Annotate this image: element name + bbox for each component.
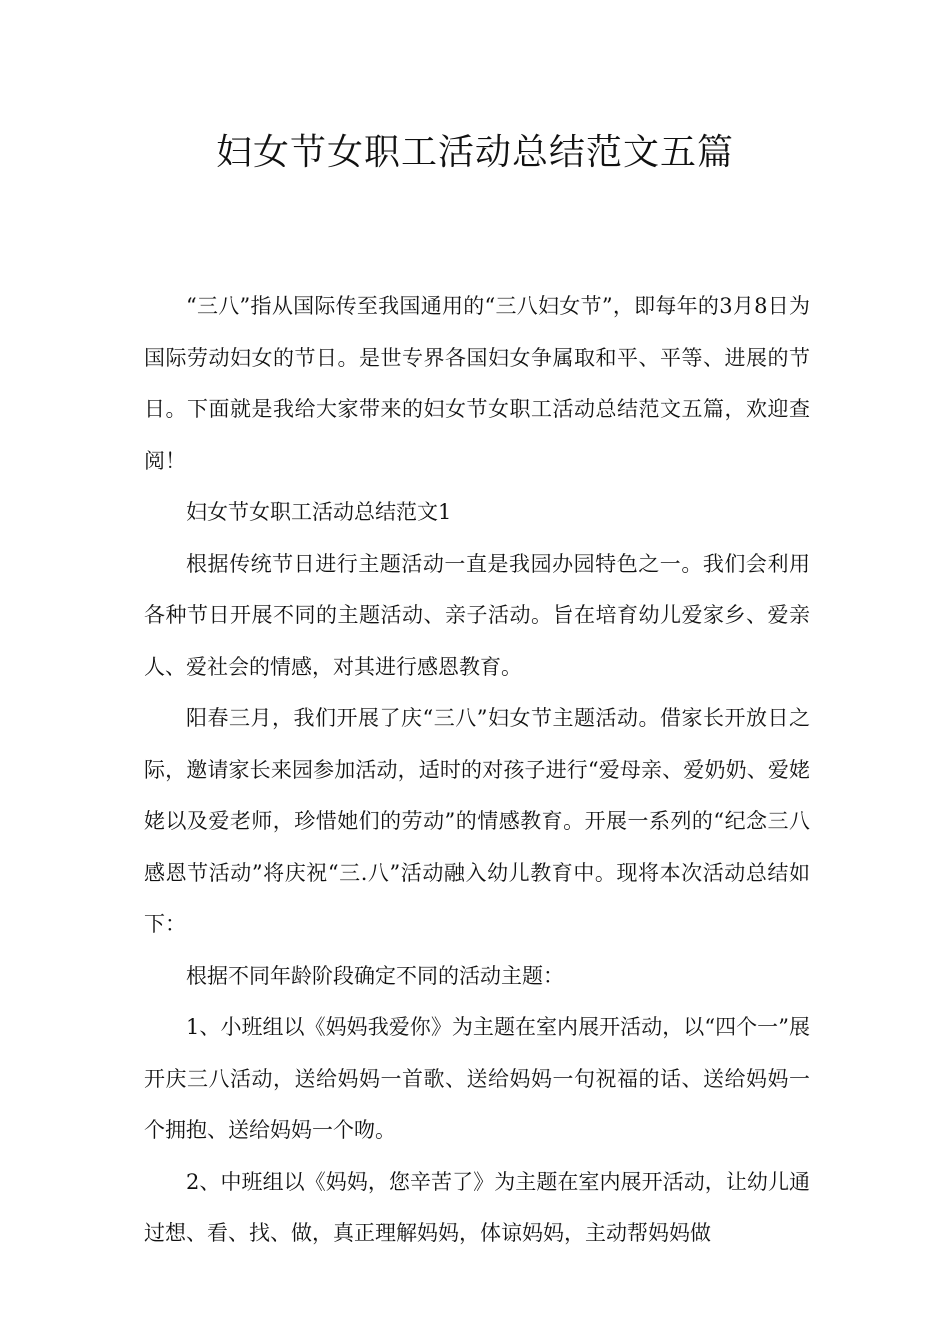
body-paragraph: 根据不同年龄阶段确定不同的活动主题：	[186, 963, 564, 988]
document-title: 妇女节女职工活动总结范文五篇	[215, 132, 734, 173]
section-heading: 妇女节女职工活动总结范文1	[186, 500, 452, 524]
list-item: 2、中班组以《妈妈，您辛苦了》为主题在室内展开活动，让幼儿通过想、看、找、做，真正理解妈妈，体谅妈妈，主动帮妈妈做	[144, 1169, 810, 1245]
intro-paragraph: “三八”指从国际传至我国通用的“三八妇女节”，即每年的3月8日为国际劳动妇女的节日。是世专界各国妇女争属取和平、平等、进展的节日。下面就是我给大家带来的妇女节女职工活动总结范文五篇，欢迎查阅！	[144, 294, 810, 473]
list-item: 1、小班组以《妈妈我爱你》为主题在室内展开活动，以“四个一”展开庆三八活动，送给妈妈一首歌、送给妈妈一句祝福的话、送给妈妈一个拥抱、送给妈妈一个吻。	[144, 1015, 810, 1142]
document-body	[144, 281, 810, 1260]
body-paragraph: 阳春三月，我们开展了庆“三八”妇女节主题活动。借家长开放日之际，邀请家长来园参加活动，适时的对孩子进行“爱母亲、爱奶奶、爱姥姥以及爱老师，珍惜她们的劳动”的情感教育。开展一系列的“纪念三八感恩节活动”将庆祝“三.八”活动融入幼儿教育中。现将本次活动总结如下：	[144, 706, 810, 936]
body-paragraph: 根据传统节日进行主题活动一直是我园办园特色之一。我们会利用各种节日开展不同的主题活动、亲子活动。旨在培育幼儿爱家乡、爱亲人、爱社会的情感，对其进行感恩教育。	[144, 551, 810, 679]
